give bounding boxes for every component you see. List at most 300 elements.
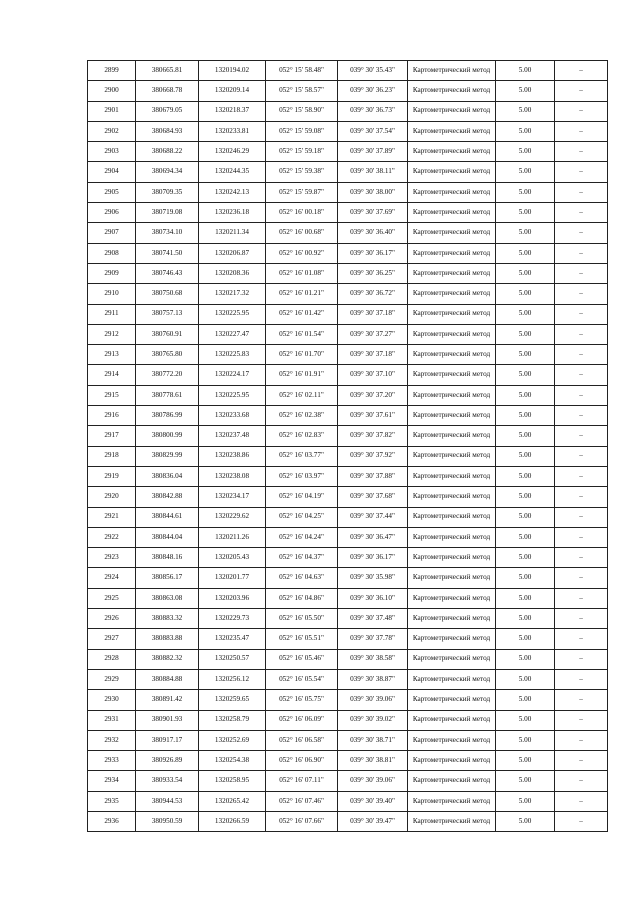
method-cell: Картометрический метод	[408, 263, 496, 283]
longitude-cell: 039° 30' 36.40"	[338, 223, 408, 243]
table-row	[88, 324, 608, 344]
error-cell: 5.00	[496, 284, 555, 304]
table-row	[88, 649, 608, 669]
table-row	[88, 365, 608, 385]
error-cell: 5.00	[496, 466, 555, 486]
point-number-cell: 2905	[88, 182, 136, 202]
note-cell: –	[555, 487, 608, 507]
x-coordinate-cell: 380882.32	[136, 649, 199, 669]
error-cell: 5.00	[496, 548, 555, 568]
table-row	[88, 487, 608, 507]
y-coordinate-cell: 1320218.37	[199, 101, 266, 121]
longitude-cell: 039° 30' 36.25"	[338, 263, 408, 283]
longitude-cell: 039° 30' 35.43"	[338, 61, 408, 81]
latitude-cell: 052° 16' 05.75"	[266, 690, 338, 710]
note-cell: –	[555, 811, 608, 831]
y-coordinate-cell: 1320227.47	[199, 324, 266, 344]
note-cell: –	[555, 101, 608, 121]
method-cell: Картометрический метод	[408, 365, 496, 385]
y-coordinate-cell: 1320235.47	[199, 629, 266, 649]
note-cell: –	[555, 203, 608, 223]
error-cell: 5.00	[496, 710, 555, 730]
method-cell: Картометрический метод	[408, 345, 496, 365]
point-number-cell: 2915	[88, 385, 136, 405]
latitude-cell: 052° 16' 06.58"	[266, 730, 338, 750]
table-row	[88, 223, 608, 243]
note-cell: –	[555, 182, 608, 202]
y-coordinate-cell: 1320225.95	[199, 385, 266, 405]
x-coordinate-cell: 380786.99	[136, 406, 199, 426]
x-coordinate-cell: 380829.99	[136, 446, 199, 466]
latitude-cell: 052° 16' 05.50"	[266, 609, 338, 629]
x-coordinate-cell: 380778.61	[136, 385, 199, 405]
method-cell: Картометрический метод	[408, 771, 496, 791]
latitude-cell: 052° 16' 03.77"	[266, 446, 338, 466]
x-coordinate-cell: 380863.08	[136, 588, 199, 608]
longitude-cell: 039° 30' 36.10"	[338, 588, 408, 608]
method-cell: Картометрический метод	[408, 223, 496, 243]
point-number-cell: 2908	[88, 243, 136, 263]
point-number-cell: 2900	[88, 81, 136, 101]
y-coordinate-cell: 1320258.79	[199, 710, 266, 730]
point-number-cell: 2929	[88, 669, 136, 689]
method-cell: Картометрический метод	[408, 791, 496, 811]
note-cell: –	[555, 385, 608, 405]
table-row	[88, 243, 608, 263]
table-row	[88, 527, 608, 547]
point-number-cell: 2914	[88, 365, 136, 385]
note-cell: –	[555, 588, 608, 608]
method-cell: Картометрический метод	[408, 304, 496, 324]
y-coordinate-cell: 1320234.17	[199, 487, 266, 507]
longitude-cell: 039° 30' 36.73"	[338, 101, 408, 121]
x-coordinate-cell: 380883.32	[136, 609, 199, 629]
table-row	[88, 81, 608, 101]
method-cell: Картометрический метод	[408, 751, 496, 771]
x-coordinate-cell: 380842.88	[136, 487, 199, 507]
table-row	[88, 568, 608, 588]
longitude-cell: 039° 30' 38.71"	[338, 730, 408, 750]
method-cell: Картометрический метод	[408, 385, 496, 405]
error-cell: 5.00	[496, 61, 555, 81]
latitude-cell: 052° 15' 59.38"	[266, 162, 338, 182]
longitude-cell: 039° 30' 37.68"	[338, 487, 408, 507]
x-coordinate-cell: 380944.53	[136, 791, 199, 811]
error-cell: 5.00	[496, 243, 555, 263]
y-coordinate-cell: 1320211.26	[199, 527, 266, 547]
note-cell: –	[555, 121, 608, 141]
table-row	[88, 284, 608, 304]
longitude-cell: 039° 30' 35.98"	[338, 568, 408, 588]
note-cell: –	[555, 690, 608, 710]
y-coordinate-cell: 1320233.68	[199, 406, 266, 426]
y-coordinate-cell: 1320225.95	[199, 304, 266, 324]
x-coordinate-cell: 380741.50	[136, 243, 199, 263]
method-cell: Картометрический метод	[408, 426, 496, 446]
error-cell: 5.00	[496, 609, 555, 629]
longitude-cell: 039° 30' 36.17"	[338, 243, 408, 263]
error-cell: 5.00	[496, 487, 555, 507]
table-row	[88, 751, 608, 771]
y-coordinate-cell: 1320203.96	[199, 588, 266, 608]
x-coordinate-cell: 380757.13	[136, 304, 199, 324]
latitude-cell: 052° 16' 00.92"	[266, 243, 338, 263]
longitude-cell: 039° 30' 37.44"	[338, 507, 408, 527]
point-number-cell: 2907	[88, 223, 136, 243]
longitude-cell: 039° 30' 39.02"	[338, 710, 408, 730]
longitude-cell: 039° 30' 38.58"	[338, 649, 408, 669]
note-cell: –	[555, 324, 608, 344]
point-number-cell: 2921	[88, 507, 136, 527]
error-cell: 5.00	[496, 446, 555, 466]
y-coordinate-cell: 1320233.81	[199, 121, 266, 141]
method-cell: Картометрический метод	[408, 182, 496, 202]
error-cell: 5.00	[496, 426, 555, 446]
y-coordinate-cell: 1320201.77	[199, 568, 266, 588]
coordinates-table	[87, 60, 608, 832]
x-coordinate-cell: 380891.42	[136, 690, 199, 710]
note-cell: –	[555, 162, 608, 182]
method-cell: Картометрический метод	[408, 811, 496, 831]
latitude-cell: 052° 16' 02.83"	[266, 426, 338, 446]
note-cell: –	[555, 649, 608, 669]
y-coordinate-cell: 1320211.34	[199, 223, 266, 243]
longitude-cell: 039° 30' 36.47"	[338, 527, 408, 547]
point-number-cell: 2916	[88, 406, 136, 426]
table-row	[88, 61, 608, 81]
error-cell: 5.00	[496, 690, 555, 710]
table-row	[88, 304, 608, 324]
note-cell: –	[555, 629, 608, 649]
x-coordinate-cell: 380844.61	[136, 507, 199, 527]
y-coordinate-cell: 1320205.43	[199, 548, 266, 568]
longitude-cell: 039° 30' 36.72"	[338, 284, 408, 304]
method-cell: Картометрический метод	[408, 142, 496, 162]
table-row	[88, 203, 608, 223]
table-row	[88, 466, 608, 486]
point-number-cell: 2917	[88, 426, 136, 446]
note-cell: –	[555, 223, 608, 243]
table-row	[88, 345, 608, 365]
error-cell: 5.00	[496, 223, 555, 243]
note-cell: –	[555, 406, 608, 426]
latitude-cell: 052° 16' 00.68"	[266, 223, 338, 243]
longitude-cell: 039° 30' 39.47"	[338, 811, 408, 831]
method-cell: Картометрический метод	[408, 61, 496, 81]
table-row	[88, 588, 608, 608]
coordinates-table-body	[88, 61, 608, 832]
x-coordinate-cell: 380719.08	[136, 203, 199, 223]
table-row	[88, 263, 608, 283]
note-cell: –	[555, 751, 608, 771]
point-number-cell: 2927	[88, 629, 136, 649]
latitude-cell: 052° 16' 04.19"	[266, 487, 338, 507]
point-number-cell: 2902	[88, 121, 136, 141]
latitude-cell: 052° 16' 04.63"	[266, 568, 338, 588]
table-row	[88, 730, 608, 750]
y-coordinate-cell: 1320217.32	[199, 284, 266, 304]
table-row	[88, 811, 608, 831]
x-coordinate-cell: 380765.80	[136, 345, 199, 365]
table-row	[88, 548, 608, 568]
point-number-cell: 2935	[88, 791, 136, 811]
longitude-cell: 039° 30' 37.54"	[338, 121, 408, 141]
latitude-cell: 052° 16' 00.18"	[266, 203, 338, 223]
note-cell: –	[555, 466, 608, 486]
note-cell: –	[555, 771, 608, 791]
error-cell: 5.00	[496, 568, 555, 588]
method-cell: Картометрический метод	[408, 527, 496, 547]
y-coordinate-cell: 1320250.57	[199, 649, 266, 669]
longitude-cell: 039° 30' 36.23"	[338, 81, 408, 101]
note-cell: –	[555, 284, 608, 304]
longitude-cell: 039° 30' 38.81"	[338, 751, 408, 771]
y-coordinate-cell: 1320244.35	[199, 162, 266, 182]
point-number-cell: 2918	[88, 446, 136, 466]
note-cell: –	[555, 81, 608, 101]
longitude-cell: 039° 30' 39.06"	[338, 771, 408, 791]
note-cell: –	[555, 304, 608, 324]
method-cell: Картометрический метод	[408, 324, 496, 344]
point-number-cell: 2913	[88, 345, 136, 365]
error-cell: 5.00	[496, 771, 555, 791]
note-cell: –	[555, 669, 608, 689]
y-coordinate-cell: 1320225.83	[199, 345, 266, 365]
latitude-cell: 052° 16' 01.21"	[266, 284, 338, 304]
y-coordinate-cell: 1320236.18	[199, 203, 266, 223]
table-row	[88, 406, 608, 426]
table-row	[88, 101, 608, 121]
point-number-cell: 2904	[88, 162, 136, 182]
table-row	[88, 162, 608, 182]
x-coordinate-cell: 380883.88	[136, 629, 199, 649]
latitude-cell: 052° 16' 06.09"	[266, 710, 338, 730]
x-coordinate-cell: 380856.17	[136, 568, 199, 588]
table-row	[88, 142, 608, 162]
x-coordinate-cell: 380848.16	[136, 548, 199, 568]
error-cell: 5.00	[496, 385, 555, 405]
table-row	[88, 690, 608, 710]
point-number-cell: 2910	[88, 284, 136, 304]
note-cell: –	[555, 730, 608, 750]
method-cell: Картометрический метод	[408, 81, 496, 101]
method-cell: Картометрический метод	[408, 730, 496, 750]
longitude-cell: 039° 30' 37.20"	[338, 385, 408, 405]
method-cell: Картометрический метод	[408, 487, 496, 507]
x-coordinate-cell: 380760.91	[136, 324, 199, 344]
table-row	[88, 791, 608, 811]
point-number-cell: 2911	[88, 304, 136, 324]
y-coordinate-cell: 1320229.62	[199, 507, 266, 527]
method-cell: Картометрический метод	[408, 669, 496, 689]
error-cell: 5.00	[496, 730, 555, 750]
y-coordinate-cell: 1320208.36	[199, 263, 266, 283]
latitude-cell: 052° 15' 59.18"	[266, 142, 338, 162]
x-coordinate-cell: 380926.89	[136, 751, 199, 771]
error-cell: 5.00	[496, 751, 555, 771]
note-cell: –	[555, 568, 608, 588]
x-coordinate-cell: 380917.17	[136, 730, 199, 750]
x-coordinate-cell: 380836.04	[136, 466, 199, 486]
method-cell: Картометрический метод	[408, 507, 496, 527]
point-number-cell: 2934	[88, 771, 136, 791]
latitude-cell: 052° 16' 04.24"	[266, 527, 338, 547]
y-coordinate-cell: 1320229.73	[199, 609, 266, 629]
longitude-cell: 039° 30' 37.61"	[338, 406, 408, 426]
table-row	[88, 121, 608, 141]
error-cell: 5.00	[496, 669, 555, 689]
x-coordinate-cell: 380772.20	[136, 365, 199, 385]
error-cell: 5.00	[496, 345, 555, 365]
longitude-cell: 039° 30' 38.11"	[338, 162, 408, 182]
latitude-cell: 052° 16' 05.51"	[266, 629, 338, 649]
point-number-cell: 2909	[88, 263, 136, 283]
point-number-cell: 2906	[88, 203, 136, 223]
longitude-cell: 039° 30' 37.88"	[338, 466, 408, 486]
longitude-cell: 039° 30' 37.69"	[338, 203, 408, 223]
longitude-cell: 039° 30' 38.87"	[338, 669, 408, 689]
y-coordinate-cell: 1320209.14	[199, 81, 266, 101]
longitude-cell: 039° 30' 37.48"	[338, 609, 408, 629]
point-number-cell: 2926	[88, 609, 136, 629]
point-number-cell: 2922	[88, 527, 136, 547]
latitude-cell: 052° 15' 59.87"	[266, 182, 338, 202]
note-cell: –	[555, 426, 608, 446]
note-cell: –	[555, 527, 608, 547]
note-cell: –	[555, 61, 608, 81]
error-cell: 5.00	[496, 203, 555, 223]
latitude-cell: 052° 15' 58.90"	[266, 101, 338, 121]
x-coordinate-cell: 380734.10	[136, 223, 199, 243]
error-cell: 5.00	[496, 588, 555, 608]
error-cell: 5.00	[496, 121, 555, 141]
latitude-cell: 052° 16' 03.97"	[266, 466, 338, 486]
method-cell: Картометрический метод	[408, 629, 496, 649]
latitude-cell: 052° 16' 04.25"	[266, 507, 338, 527]
y-coordinate-cell: 1320266.59	[199, 811, 266, 831]
point-number-cell: 2923	[88, 548, 136, 568]
longitude-cell: 039° 30' 37.78"	[338, 629, 408, 649]
longitude-cell: 039° 30' 37.27"	[338, 324, 408, 344]
x-coordinate-cell: 380884.88	[136, 669, 199, 689]
y-coordinate-cell: 1320237.48	[199, 426, 266, 446]
table-row	[88, 507, 608, 527]
point-number-cell: 2925	[88, 588, 136, 608]
table-row	[88, 446, 608, 466]
longitude-cell: 039° 30' 37.82"	[338, 426, 408, 446]
x-coordinate-cell: 380684.93	[136, 121, 199, 141]
method-cell: Картометрический метод	[408, 466, 496, 486]
x-coordinate-cell: 380668.78	[136, 81, 199, 101]
latitude-cell: 052° 16' 01.42"	[266, 304, 338, 324]
latitude-cell: 052° 16' 07.11"	[266, 771, 338, 791]
x-coordinate-cell: 380665.81	[136, 61, 199, 81]
y-coordinate-cell: 1320258.95	[199, 771, 266, 791]
note-cell: –	[555, 345, 608, 365]
method-cell: Картометрический метод	[408, 710, 496, 730]
latitude-cell: 052° 16' 01.70"	[266, 345, 338, 365]
table-row	[88, 426, 608, 446]
method-cell: Картометрический метод	[408, 588, 496, 608]
x-coordinate-cell: 380800.99	[136, 426, 199, 446]
method-cell: Картометрический метод	[408, 609, 496, 629]
method-cell: Картометрический метод	[408, 101, 496, 121]
table-row	[88, 385, 608, 405]
y-coordinate-cell: 1320194.02	[199, 61, 266, 81]
latitude-cell: 052° 16' 02.11"	[266, 385, 338, 405]
note-cell: –	[555, 791, 608, 811]
y-coordinate-cell: 1320224.17	[199, 365, 266, 385]
point-number-cell: 2901	[88, 101, 136, 121]
y-coordinate-cell: 1320238.08	[199, 466, 266, 486]
point-number-cell: 2932	[88, 730, 136, 750]
note-cell: –	[555, 365, 608, 385]
error-cell: 5.00	[496, 162, 555, 182]
method-cell: Картометрический метод	[408, 568, 496, 588]
latitude-cell: 052° 16' 05.54"	[266, 669, 338, 689]
y-coordinate-cell: 1320254.38	[199, 751, 266, 771]
longitude-cell: 039° 30' 37.18"	[338, 304, 408, 324]
latitude-cell: 052° 16' 06.90"	[266, 751, 338, 771]
note-cell: –	[555, 710, 608, 730]
latitude-cell: 052° 16' 01.54"	[266, 324, 338, 344]
note-cell: –	[555, 243, 608, 263]
y-coordinate-cell: 1320206.87	[199, 243, 266, 263]
latitude-cell: 052° 15' 58.48"	[266, 61, 338, 81]
method-cell: Картометрический метод	[408, 548, 496, 568]
latitude-cell: 052° 15' 59.08"	[266, 121, 338, 141]
latitude-cell: 052° 15' 58.57"	[266, 81, 338, 101]
method-cell: Картометрический метод	[408, 284, 496, 304]
point-number-cell: 2931	[88, 710, 136, 730]
point-number-cell: 2903	[88, 142, 136, 162]
x-coordinate-cell: 380709.35	[136, 182, 199, 202]
x-coordinate-cell: 380688.22	[136, 142, 199, 162]
error-cell: 5.00	[496, 304, 555, 324]
latitude-cell: 052° 16' 01.91"	[266, 365, 338, 385]
table-row	[88, 710, 608, 730]
y-coordinate-cell: 1320252.69	[199, 730, 266, 750]
x-coordinate-cell: 380950.59	[136, 811, 199, 831]
longitude-cell: 039° 30' 37.10"	[338, 365, 408, 385]
longitude-cell: 039° 30' 37.89"	[338, 142, 408, 162]
method-cell: Картометрический метод	[408, 203, 496, 223]
x-coordinate-cell: 380750.68	[136, 284, 199, 304]
table-row	[88, 771, 608, 791]
error-cell: 5.00	[496, 263, 555, 283]
x-coordinate-cell: 380694.34	[136, 162, 199, 182]
x-coordinate-cell: 380933.54	[136, 771, 199, 791]
longitude-cell: 039° 30' 38.00"	[338, 182, 408, 202]
error-cell: 5.00	[496, 507, 555, 527]
error-cell: 5.00	[496, 365, 555, 385]
x-coordinate-cell: 380844.04	[136, 527, 199, 547]
point-number-cell: 2919	[88, 466, 136, 486]
x-coordinate-cell: 380746.43	[136, 263, 199, 283]
y-coordinate-cell: 1320238.86	[199, 446, 266, 466]
method-cell: Картометрический метод	[408, 446, 496, 466]
longitude-cell: 039° 30' 39.06"	[338, 690, 408, 710]
note-cell: –	[555, 548, 608, 568]
error-cell: 5.00	[496, 324, 555, 344]
method-cell: Картометрический метод	[408, 162, 496, 182]
point-number-cell: 2924	[88, 568, 136, 588]
x-coordinate-cell: 380679.05	[136, 101, 199, 121]
error-cell: 5.00	[496, 142, 555, 162]
table-row	[88, 629, 608, 649]
point-number-cell: 2912	[88, 324, 136, 344]
method-cell: Картометрический метод	[408, 406, 496, 426]
